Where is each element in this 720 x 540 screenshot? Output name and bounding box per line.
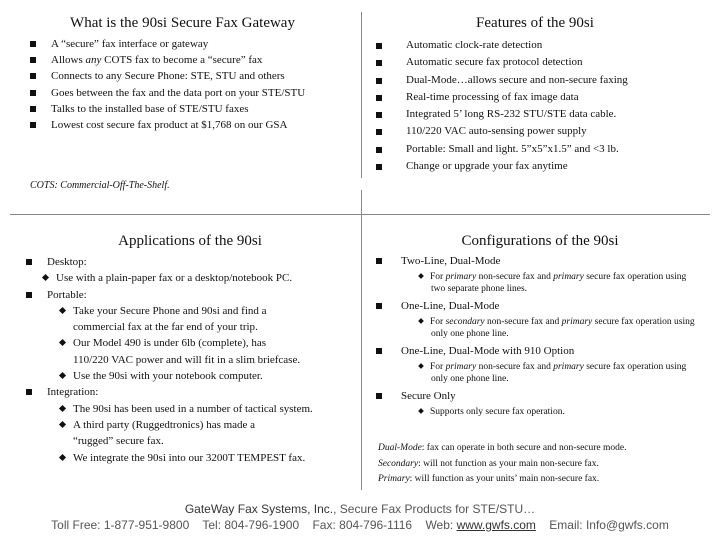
list-item: Portable: Small and light. 5”x5”x1.5” and <3 lb. (376, 141, 706, 158)
bullet-diamond-icon (59, 307, 66, 314)
what-is-list (30, 36, 350, 133)
bullet-square-icon (376, 78, 382, 84)
list-item: Connects to any Secure Phone: STE, STU and others (30, 68, 350, 84)
config-sub-item: For primary non-secure fax and primary secure fax operation using only one phone line. (376, 361, 696, 385)
bullet-square-icon (30, 57, 36, 63)
bullet-diamond-icon (418, 408, 424, 414)
configurations-list (376, 254, 696, 418)
bullet-square-icon (26, 292, 32, 298)
web-label: Web: (425, 518, 457, 532)
bullet-diamond-icon (418, 363, 424, 369)
bullet-square-icon (376, 60, 382, 66)
config-item: One-Line, Dual-Mode with 910 Option (376, 344, 696, 358)
config-item: Secure Only (376, 389, 696, 403)
fax: Fax: 804-796-1116 (312, 518, 413, 532)
note-primary: Primary: will function as your units’ main non-secure fax. (378, 474, 600, 484)
list-item: Use the 90si with your notebook computer. (26, 368, 356, 384)
config-sub-item: Supports only secure fax operation. (376, 406, 696, 418)
bullet-square-icon (376, 129, 382, 135)
bullet-diamond-icon (42, 274, 49, 281)
bullet-square-icon (376, 348, 382, 354)
applications-title: Applications of the 90si (118, 233, 262, 249)
cots-note: COTS: Commercial-Off-The-Shelf. (30, 180, 170, 191)
list-item: A “secure” fax interface or gateway (30, 36, 350, 52)
list-item: Goes between the fax and the data port on your STE/STU (30, 85, 350, 101)
company-name: GateWay Fax Systems, Inc. (184, 502, 334, 516)
bullet-square-icon (376, 258, 382, 264)
tagline: , Secure Fax Products for STE/STU… (333, 502, 536, 516)
bullet-square-icon (26, 259, 32, 265)
bullet-diamond-icon (59, 454, 66, 461)
note-dual-mode: Dual-Mode: fax can operate in both secure and non-secure mode. (378, 443, 627, 453)
vertical-divider-bottom (361, 190, 362, 490)
footer-line-2 (0, 518, 720, 532)
config-notes (378, 441, 708, 488)
bullet-square-icon (30, 106, 36, 112)
horizontal-divider (10, 214, 710, 215)
list-item: Desktop: (26, 254, 356, 270)
bullet-diamond-icon (59, 372, 66, 379)
list-item: Talks to the installed base of STE/STU faxes (30, 101, 350, 117)
vertical-divider-top (361, 12, 362, 178)
footer-line-1 (0, 502, 720, 516)
list-item: Allows any COTS fax to become a “secure” fax (30, 52, 350, 68)
config-item: One-Line, Dual-Mode (376, 299, 696, 313)
config-item: Two-Line, Dual-Mode (376, 254, 696, 268)
list-item: A third party (Ruggedtronics) has made a “rugged” secure fax. (26, 417, 293, 450)
list-item: Change or upgrade your fax anytime (376, 158, 706, 175)
config-sub-item: For primary non-secure fax and primary secure fax operation using two separate phone lines. (376, 271, 696, 295)
bullet-square-icon (376, 147, 382, 153)
list-item: Our Model 490 is under 6lb (complete), has 110/220 VAC power and will fit in a slim briefcase. (26, 335, 303, 368)
tel: Tel: 804-796-1900 (202, 518, 300, 532)
bullet-square-icon (26, 389, 32, 395)
bullet-square-icon (30, 90, 36, 96)
note-secondary: Secondary: will not function as your main non-secure fax. (378, 458, 599, 469)
list-item: Integration: (26, 384, 356, 400)
list-item: Use with a plain-paper fax or a desktop/notebook PC. (26, 270, 356, 286)
website-link[interactable]: www.gwfs.com (456, 518, 536, 532)
bullet-square-icon (376, 43, 382, 49)
what-is-title: What is the 90si Secure Fax Gateway (70, 15, 295, 31)
list-item: Integrated 5’ long RS-232 STU/STE data cable. (376, 106, 706, 123)
list-item: Dual-Mode…allows secure and non-secure faxing (376, 72, 706, 89)
bullet-square-icon (376, 164, 382, 170)
bullet-square-icon (30, 73, 36, 79)
bullet-square-icon (376, 112, 382, 118)
list-item: 110/220 VAC auto-sensing power supply (376, 123, 706, 140)
email: Email: Info@gwfs.com (549, 518, 669, 532)
bullet-square-icon (376, 303, 382, 309)
bullet-diamond-icon (59, 405, 66, 412)
list-item: Real-time processing of fax image data (376, 89, 706, 106)
bullet-diamond-icon (418, 273, 424, 279)
list-item: Take your Secure Phone and 90si and find a commercial fax at the far end of your trip. (26, 303, 303, 336)
bullet-diamond-icon (59, 421, 66, 428)
list-item: The 90si has been used in a number of tactical system. (26, 401, 356, 417)
bullet-diamond-icon (418, 318, 424, 324)
bullet-square-icon (376, 393, 382, 399)
list-item: We integrate the 90si into our 3200T TEMPEST fax. (26, 450, 356, 466)
bullet-square-icon (376, 95, 382, 101)
bullet-square-icon (30, 41, 36, 47)
list-item: Portable: (26, 287, 356, 303)
list-item: Automatic secure fax protocol detection (376, 54, 706, 71)
bullet-square-icon (30, 122, 36, 128)
list-item: Automatic clock-rate detection (376, 37, 706, 54)
applications-list (26, 254, 356, 466)
config-sub-item: For secondary non-secure fax and primary secure fax operation using only one phone line. (376, 316, 696, 340)
configurations-title: Configurations of the 90si (461, 233, 619, 249)
bullet-diamond-icon (59, 339, 66, 346)
features-list (376, 37, 706, 175)
features-title: Features of the 90si (476, 15, 594, 31)
toll-free: Toll Free: 1-877-951-9800 (51, 518, 190, 532)
list-item: Lowest cost secure fax product at $1,768 on our GSA (30, 117, 350, 133)
